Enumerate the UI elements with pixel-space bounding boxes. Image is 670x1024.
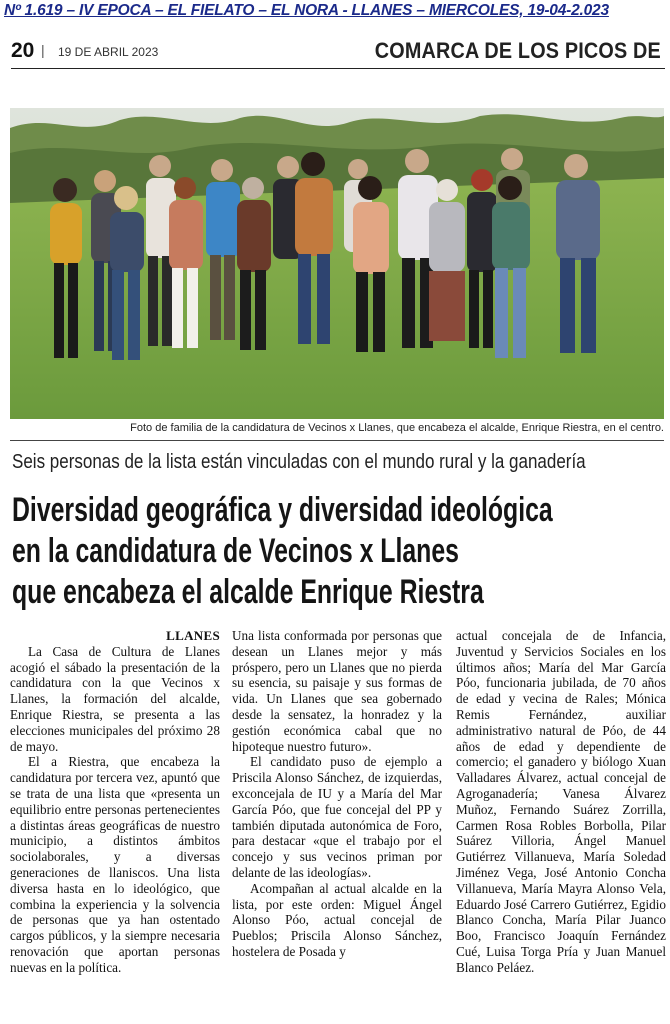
photo-caption: Foto de familia de la candidatura de Vecinos x Llanes, que encabeza el alcalde, Enrique Riestra, en el centro. (130, 422, 664, 434)
group-photo (10, 108, 664, 419)
page-folio (11, 38, 665, 69)
article-column-2 (232, 628, 442, 1018)
paragraph: Una lista conformada por personas que desean un Llanes mejor y más próspero, pero un Llanes que no pierda su esencia, su paisaje y sus formas de vida. Un Llanes que sea gobernado desde la sensatez, la honradez y la gestión económica cabal que no hipoteque nuestro futuro». (232, 628, 442, 754)
edition-header: Nº 1.619 – IV EPOCA – EL FIELATO – EL NORA - LLANES – MIERCOLES, 19-04-2.023 (4, 2, 609, 19)
headline-line: Diversidad geográfica y diversidad ideológica (12, 491, 553, 529)
page-date: 19 DE ABRIL 2023 (58, 45, 159, 59)
headline-line: en la candidatura de Vecinos x Llanes (12, 532, 459, 570)
section-title: COMARCA DE LOS PICOS DE (374, 38, 661, 63)
paragraph: El candidato puso de ejemplo a Priscila Alonso Sánchez, de izquierdas, exconcejala de IU y a María del Mar García Póo, que fue concejal del PP y también diputada autonómica de Foro, para destacar «que el trabajo por el concejo y sus vecinos priman por delante de las ideologías». (232, 754, 442, 880)
paragraph: El a Riestra, que encabeza la candidatura por tercera vez, apuntó que se trata de una lista que «presenta un equilibrio entre personas pertenecientes a distintas áreas geográficas de nuestro municipio, a distintos ámbitos sociolaborales, y a diversas generaciones de llaniscos. Una lista diversa hasta en lo ideológico, que combina la experiencia y la solvencia de personas que ya han ostentado cargos públicos, y la siempre necesaria renovación que aportan personas nuevas en la política. (10, 754, 220, 975)
headline-line: que encabeza el alcalde Enrique Riestra (12, 573, 484, 611)
byline: LLANES (166, 628, 220, 643)
group-photo-image (10, 108, 664, 419)
paragraph: actual concejala de de Infancia, Juventud y Servicios Sociales en los últimos años; María del Mar García Póo, funcionaria jubilada, de 70 años de edad y vecina de Rales; Mónica Remis Fernández, auxiliar administrativo natural de Póo, de 44 años de edad y dependiente de comercio; el ganadero y biólogo Xuan Valladares Álvarez, actual concejal de Agroganadería; Vanesa Álvarez Muñoz, Fernando Suárez Zorrilla, Carmen Rosa Robles Borbolla, Pilar Suárez Villoria, Ángel Manuel Gutiérrez Villanueva, María Soledad Jiménez Vega, José Antonio Concha Villanueva, María Mayra Alonso Vela, Eduardo José Carrero Gutiérrez, Egidio Blanco Concha, María Pilar Juanco Boo, Francisco Joaquín Fernández Cué, Luisa Torga Pría y Juan Manuel Blanco Peláez. (456, 628, 666, 975)
article-column-3 (456, 628, 666, 1018)
page-number: 20 (11, 39, 35, 62)
paragraph: La Casa de Cultura de Llanes acogió el sábado la presentación de la candidatura con la que Vecinos x Llanes, la formación del alcalde, Enrique Riestra, se presenta a las elecciones municipales del próximo 28 de mayo. (10, 643, 220, 754)
divider (10, 440, 664, 441)
article-kicker: Seis personas de la lista están vinculadas con el mundo rural y la ganadería (12, 451, 586, 473)
article-column-1 (10, 628, 220, 1018)
article-headline (12, 490, 669, 613)
folio-separator: | (41, 42, 45, 58)
paragraph: Acompañan al actual alcalde en la lista, por este orden: Miguel Ángel Alonso Póo, actual concejal de Pueblos; Priscila Alonso Sánchez, hostelera de Posada y (232, 880, 442, 959)
